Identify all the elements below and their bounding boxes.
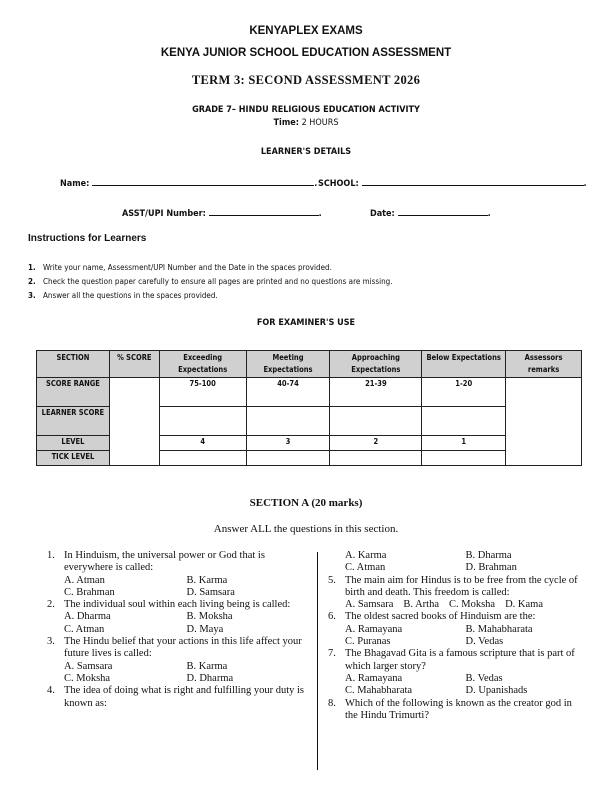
question-7: 7. The Bhagavad Gita is a famous scripture that is part of which larger story? A. Ramayana B. Vedas C. Mahabharata D. Upanishads <box>328 648 586 697</box>
option[interactable]: C. Moksha <box>64 672 111 684</box>
examiner-table <box>36 350 582 466</box>
instruction-item: 1. Write your name, Assessment/UPI Number and the Date in the spaces provided. <box>28 263 332 272</box>
questions-right-column <box>328 550 586 722</box>
section-cell[interactable] <box>109 378 159 466</box>
row-label: TICK LEVEL <box>37 451 110 466</box>
question-5: 5. The main aim for Hindus is to be free from the cycle of birth and death. This freedom is called: A. Samsara B. Artha C. Moksha D. Kama <box>328 575 586 612</box>
instruction-item: 2. Check the question paper carefully to ensure all pages are printed and no questions are missing. <box>28 277 393 286</box>
option[interactable]: C. Atman <box>64 623 105 635</box>
table-cell: 3 <box>246 436 330 451</box>
option[interactable]: C. Puranas <box>345 636 391 648</box>
option[interactable]: D. Kama <box>505 599 543 611</box>
school-label: SCHOOL: <box>318 179 359 189</box>
option[interactable]: D. Dharma <box>186 672 234 684</box>
option[interactable]: C. Brahman <box>64 586 115 598</box>
table-row <box>37 378 582 407</box>
table-cell[interactable] <box>159 407 246 436</box>
table-cell: 4 <box>159 436 246 451</box>
remarks-cell[interactable] <box>506 378 582 466</box>
option[interactable]: A. Ramayana <box>345 623 403 635</box>
option[interactable]: D. Samsara <box>186 586 235 598</box>
option[interactable]: A. Ramayana <box>345 672 403 684</box>
table-cell[interactable] <box>422 407 506 436</box>
col-header: Approaching Expectations <box>330 351 422 378</box>
question-4-options <box>328 550 586 575</box>
table-cell[interactable] <box>330 451 422 466</box>
option[interactable]: B. Artha <box>403 599 439 611</box>
school-line <box>362 177 584 186</box>
table-cell[interactable] <box>246 451 330 466</box>
question-6: 6. The oldest sacred books of Hinduism are the: A. Ramayana B. Mahabharata C. Puranas D. Vedas <box>328 611 586 648</box>
upi-line <box>209 207 319 216</box>
row-label: LEVEL <box>37 436 110 451</box>
option[interactable]: C. Moksha <box>449 599 496 611</box>
question-text: The individual soul within each living being is called: <box>64 599 291 611</box>
option[interactable]: A. Samsara <box>345 599 394 611</box>
name-label: Name: <box>60 179 90 189</box>
upi-label: ASST/UPI Number: <box>122 209 206 219</box>
option[interactable]: D. Upanishads <box>465 685 528 697</box>
option[interactable]: B. Mahabharata <box>465 623 533 635</box>
option[interactable]: B. Dharma <box>465 550 512 561</box>
question-text: The main aim for Hindus is to be free from the cycle of birth and death. This freedom is called: <box>345 574 578 598</box>
question-text: The Hindu belief that your actions in this life affect your future lives is called: <box>64 636 302 660</box>
section-a-instruction: Answer ALL the questions in this section. <box>213 523 399 535</box>
exam-org: KENYAPLEX EXAMS <box>249 25 363 37</box>
option[interactable]: A. Karma <box>345 550 387 561</box>
table-cell: 1 <box>422 436 506 451</box>
grade-title: GRADE 7– HINDU RELIGIOUS EDUCATION ACTIVITY <box>192 105 420 115</box>
time-line <box>0 118 612 128</box>
col-header: % SCORE <box>109 351 159 378</box>
question-text: Which of the following is known as the creator god in the Hindu Trimurti? <box>345 697 572 721</box>
question-text: In Hinduism, the universal power or God that is everywhere is called: <box>64 550 265 574</box>
option[interactable]: B. Karma <box>186 574 228 586</box>
option[interactable]: D. Vedas <box>465 636 504 648</box>
option[interactable]: B. Moksha <box>186 611 233 623</box>
date-line <box>398 207 488 216</box>
time-label: Time: <box>273 118 299 128</box>
question-2: 2. The individual soul within each living being is called: A. Dharma B. Moksha C. Atman D. Maya <box>47 599 309 636</box>
question-text: The Bhagavad Gita is a famous scripture that is part of which larger story? <box>345 648 575 672</box>
option[interactable]: C. Atman <box>345 562 386 574</box>
upi-field[interactable]: ASST/UPI Number: . <box>122 209 322 219</box>
col-header: Meeting Expectations <box>246 351 330 378</box>
option[interactable]: A. Atman <box>64 574 105 586</box>
table-cell[interactable] <box>422 451 506 466</box>
table-cell: 1-20 <box>422 378 506 407</box>
option[interactable]: B. Vedas <box>465 672 503 684</box>
instructions-title: Instructions for Learners <box>28 233 147 244</box>
question-text: The oldest sacred books of Hinduism are the: <box>345 611 536 623</box>
column-divider <box>317 552 318 770</box>
table-cell[interactable] <box>330 407 422 436</box>
time-value: 2 HOURS <box>301 118 339 128</box>
question-4: 4. The idea of doing what is right and fulfilling your duty is known as: <box>47 685 309 710</box>
question-text: The idea of doing what is right and fulfilling your duty is known as: <box>64 685 305 709</box>
row-label: LEARNER SCORE <box>37 407 110 436</box>
table-cell[interactable] <box>246 407 330 436</box>
questions-left-column <box>47 550 309 710</box>
col-header: Exceeding Expectations <box>159 351 246 378</box>
option[interactable]: D. Brahman <box>465 562 517 574</box>
question-3: 3. The Hindu belief that your actions in this life affect your future lives is called: A. Samsara B. Karma C. Moksha D. Dharma <box>47 636 309 685</box>
name-line <box>92 177 314 186</box>
details-title: LEARNER'S DETAILS <box>260 147 352 157</box>
table-cell[interactable] <box>159 451 246 466</box>
table-header-row <box>37 351 582 378</box>
date-label: Date: <box>370 209 395 219</box>
term-title: TERM 3: SECOND ASSESSMENT 2026 <box>191 73 421 87</box>
option[interactable]: D. Maya <box>186 623 224 635</box>
col-header: Assessors remarks <box>506 351 582 378</box>
table-cell: 2 <box>330 436 422 451</box>
examiner-title: FOR EXAMINER'S USE <box>256 318 356 328</box>
table-cell: 40-74 <box>246 378 330 407</box>
school-field[interactable]: SCHOOL: . <box>318 179 587 189</box>
option[interactable]: C. Mahabharata <box>345 685 413 697</box>
assessment-title: KENYA JUNIOR SCHOOL EDUCATION ASSESSMENT <box>160 47 452 59</box>
table-cell: 75-100 <box>159 378 246 407</box>
section-a-title: SECTION A (20 marks) <box>249 497 363 509</box>
col-header: Below Expectations <box>422 351 506 378</box>
col-header: SECTION <box>37 351 110 378</box>
date-field[interactable]: Date: . <box>370 209 491 219</box>
option[interactable]: A. Samsara <box>64 660 113 672</box>
option[interactable]: B. Karma <box>186 660 228 672</box>
question-8: 8. Which of the following is known as the creator god in the Hindu Trimurti? <box>328 698 586 723</box>
name-field[interactable]: Name: . <box>60 179 318 189</box>
table-cell: 21-39 <box>330 378 422 407</box>
row-label: SCORE RANGE <box>37 378 110 407</box>
instruction-item: 3. Answer all the questions in the spaces provided. <box>28 291 218 300</box>
question-1: 1. In Hinduism, the universal power or God that is everywhere is called: A. Atman B. Karma C. Brahman D. Samsara <box>47 550 309 599</box>
option[interactable]: A. Dharma <box>64 611 111 623</box>
